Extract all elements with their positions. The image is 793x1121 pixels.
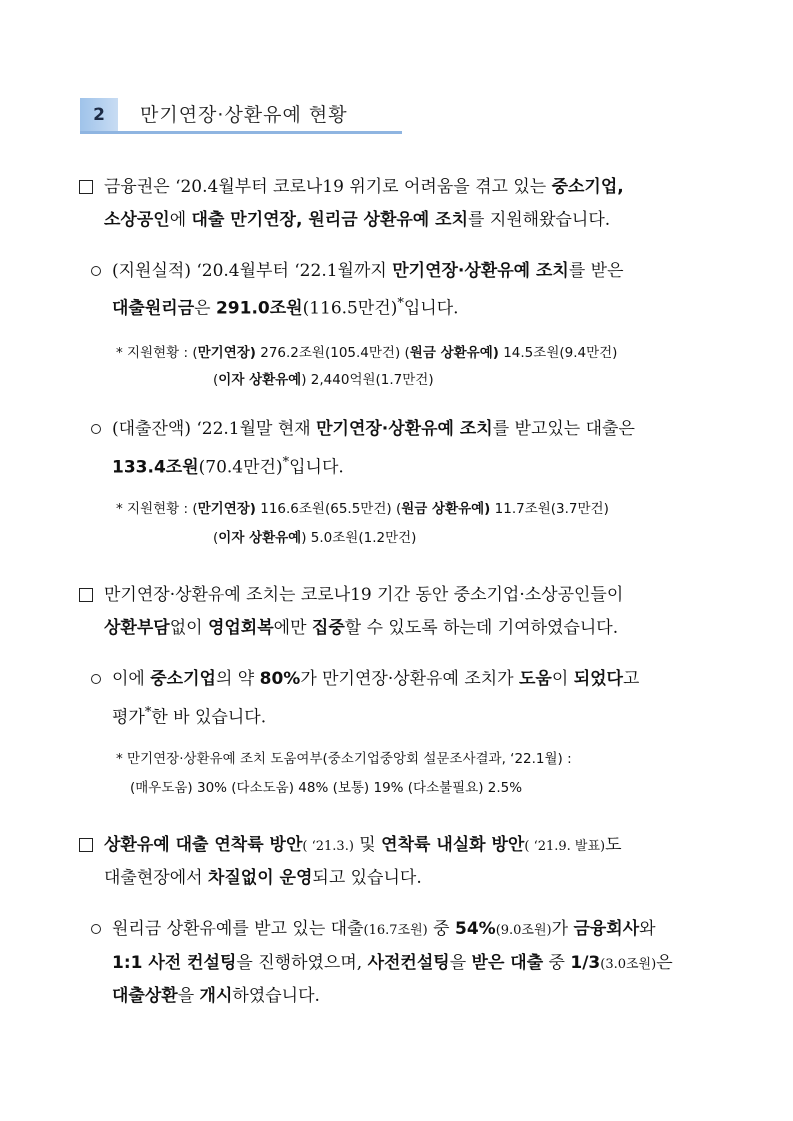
p1s1-line2 [112,292,459,321]
p3s1-l2d: 을 [449,953,472,973]
note1-l1a: * 지원현황 : ( [116,345,198,361]
p2s1-l1c: 의 약 [215,669,260,689]
p2s1-l1g: 이 [551,669,574,689]
p2-line2 [104,616,618,640]
note3-l2: (매우도움) 30% (다소도움) 48% (보통) 19% (다소불필요) 2.5% [130,780,523,796]
p3s1-line1 [112,917,656,943]
p2s1-l2a: 평가 [112,707,145,728]
p2s1-l1i: 고 [622,669,640,689]
section-number: 2 [93,105,105,125]
p3s1-l3c: 개시 [199,986,233,1006]
note2-line1 [116,499,609,519]
p3-l2b: 차질없이 운영 [207,868,313,888]
p2s1-line2 [112,701,266,730]
note1-l2b: 이자 상환유예 [218,372,302,388]
p1-l2c: 대출 만기연장, 원리금 상환유예 조치 [191,210,468,230]
p1s2-l1c: 를 받고있는 대출은 [492,419,635,439]
p2s1-l1a: 이에 [112,669,151,689]
circle-bullet-icon [91,424,101,434]
p1s1-l2f: 입니다. [403,298,459,319]
p3-l2c: 되고 있습니다. [312,868,422,888]
p1s1-l2c: 291.0조원 [215,298,303,319]
p3-line1 [104,833,622,859]
checkbox-bullet-icon [79,180,93,194]
note1-l1e: 14.5조원(9.4만건) [498,345,618,361]
p3s1-l1f: 가 [551,919,574,939]
p1-l1b: 중소기업, [551,177,624,197]
checkbox-bullet-icon [79,838,93,852]
p2s1-l1b: 중소기업 [150,669,216,689]
p1-l2a: 소상공인 [104,210,170,230]
section-number-box [80,98,118,132]
note1-l1c: 276.2조원(105.4만건) ( [255,345,410,361]
p3-l2a: 대출현장에서 [104,868,208,888]
p3-l1f: 도 [605,835,622,855]
p3-l1d: 연착륙 내실화 방안 [381,835,525,855]
p2-l1: 만기연장·상환유예 조치는 코로나19 기간 동안 중소기업·소상공인들이 [104,585,624,605]
p3s1-l3d: 하였습니다. [232,986,320,1006]
note1-l2c: ) 2,440억원(1.7만건) [301,372,434,388]
p3s1-l2h: (3.0조원) [600,957,657,972]
p2s1-l1d: 80% [259,669,301,689]
p3-l1a: 상환유예 대출 연착륙 방안 [104,835,303,855]
note2-line2 [213,528,416,548]
p1s2-l1b: 만기연장·상환유예 조치 [316,419,493,439]
section-header [80,98,402,134]
p3s1-l2b: 을 진행하였으며, [236,953,368,973]
p1s1-l1a: (지원실적) ‘20.4월부터 ‘22.1월까지 [112,261,393,281]
p1-l2b: 에 [169,210,192,230]
p2s1-line1 [112,667,639,691]
p1s2-l2a: 133.4조원 [112,457,199,478]
note3-line1 [116,749,572,769]
note1-l1d: 원금 상환유예) [409,345,499,361]
p2-l2d: 에만 [273,618,312,638]
p3s1-l1h: 와 [639,919,656,939]
note1-line2 [213,370,434,390]
circle-bullet-icon [91,674,101,684]
p1s1-l2e: * [397,296,404,311]
p2s1-l1e: 가 만기연장·상환유예 조치가 [300,669,519,689]
circle-bullet-icon [91,924,101,934]
note2-l1c: 116.6조원(65.5만건) ( [255,501,402,517]
p1s2-l2c: * [282,455,290,470]
note2-l1d: 원금 상환유예) [401,501,491,517]
note2-l2b: 이자 상환유예 [218,530,302,546]
circle-bullet-icon [91,266,101,276]
note3-line2 [130,778,522,798]
p1-line1 [104,175,624,199]
checkbox-bullet-icon [79,588,93,602]
p3s1-l2e: 받은 대출 [471,953,544,973]
p3-l1e: ( ‘21.9. 발표) [524,839,606,854]
p1s1-l2a: 대출원리금 [112,298,195,319]
p3-l1b: ( ‘21.3.) [302,839,354,854]
p1s1-l2d: (116.5만건) [302,298,398,319]
p2-l2c: 영업회복 [207,618,274,638]
p2-l2b: 없이 [169,618,208,638]
p1-line2 [104,208,610,232]
p2s1-l1f: 도움 [519,669,552,689]
note2-l2a: ( [213,530,219,546]
p1s2-line1 [112,417,635,441]
p3s1-l2f: 중 [543,953,571,973]
p1s1-l1c: 를 받은 [568,261,624,281]
p2s1-l2c: 한 바 있습니다. [151,707,267,728]
note2-l1e: 11.7조원(3.7만건) [490,501,609,517]
p1-l1a: 금융권은 ‘20.4월부터 코로나19 위기로 어려움을 겪고 있는 [104,177,552,197]
p2-l2a: 상환부담 [104,618,170,638]
p3s1-l2i: 은 [656,953,673,973]
note1-l2a: ( [213,372,219,388]
p3s1-l2g: 1/3 [570,953,601,973]
p2-l2e: 집중 [311,618,345,638]
p2-line1 [104,583,623,607]
note2-l1a: * 지원현황 : ( [116,501,198,517]
note2-l2c: ) 5.0조원(1.2만건) [301,530,417,546]
p3s1-l3b: 을 [177,986,200,1006]
note3-l1: * 만기연장·상환유예 조치 도움여부(중소기업중앙회 설문조사결과, ‘22.1월) : [116,751,572,767]
section-title: 만기연장·상환유예 현황 [140,104,348,126]
p3s1-l1d: 54% [454,919,496,939]
p1s2-l1a: (대출잔액) ‘22.1월말 현재 [112,419,317,439]
p2s1-l2b: * [144,705,152,720]
p3s1-l2c: 사전컨설팅 [367,953,450,973]
note1-l1b: 만기연장) [197,345,256,361]
p1s1-line1 [112,259,624,283]
p3-line2 [104,866,422,890]
p1s1-l1b: 만기연장·상환유예 조치 [392,261,569,281]
p3s1-l1b: (16.7조원) [363,923,428,938]
p1s1-l2b: 은 [194,298,216,319]
p3s1-l1c: 중 [427,919,455,939]
note1-line1 [116,343,617,363]
p3s1-line2 [112,951,673,977]
section-underline [80,131,402,134]
p3s1-l1g: 금융회사 [573,919,640,939]
note2-l1b: 만기연장) [197,501,256,517]
p2-l2f: 할 수 있도록 하는데 기여하였습니다. [344,618,619,638]
p3s1-l1e: (9.0조원) [495,923,552,938]
p2s1-l1h: 되었다 [573,669,623,689]
p1s2-l2d: 입니다. [289,457,344,478]
p1-l2d: 를 지원해왔습니다. [468,210,611,230]
p3-l1c: 및 [353,835,382,855]
p3s1-l3a: 대출상환 [112,986,178,1006]
p1s2-l2b: (70.4만건) [198,457,283,478]
p3s1-l2a: 1:1 사전 컨설팅 [112,953,237,973]
p3s1-l1a: 원리금 상환유예를 받고 있는 대출 [112,919,364,939]
p3s1-line3 [112,984,320,1008]
p1s2-line2 [112,451,344,480]
